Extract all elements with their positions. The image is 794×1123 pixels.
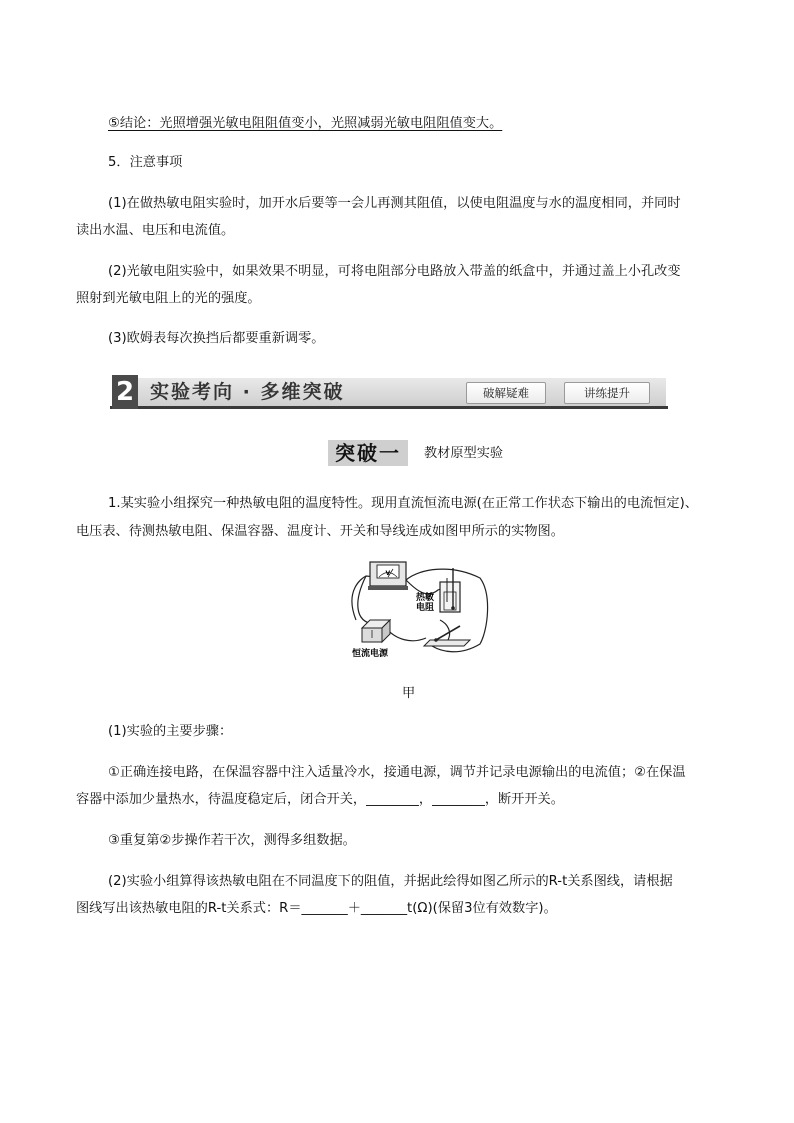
step-1-text-b: ，断开开关。 <box>484 792 564 807</box>
power-source-icon <box>362 620 390 642</box>
question-2-text-b: t(Ω)(保留3位有效数字)。 <box>407 901 557 916</box>
step-1-text-a: 容器中添加少量热水，待温度稳定后，闭合开关， <box>76 792 367 807</box>
power-source-label: 恒流电源 <box>352 649 389 659</box>
banner-title: 实验考向 · 多维突破 <box>150 381 345 403</box>
question-2-text-a: 图线写出该热敏电阻的R-t关系式：R＝ <box>76 901 302 916</box>
note-2-line-2: 照射到光敏电阻上的光的强度。 <box>76 291 261 306</box>
note-3: (3)欧姆表每次换挡后都要重新调零。 <box>108 331 325 346</box>
switch-icon <box>424 626 470 646</box>
circuit-figure <box>340 560 490 660</box>
section-banner <box>110 375 668 409</box>
break-difficulty-button[interactable]: 破解疑难 <box>466 382 546 404</box>
source-wire <box>386 628 426 641</box>
note-1-line-1: (1)在做热敏电阻实验时，加开水后要等一会儿再测其阻值，以使电阻温度与水的温度相同，并同时 <box>108 196 681 211</box>
steps-heading: (1)实验的主要步骤： <box>108 724 233 739</box>
beaker-icon <box>440 568 460 612</box>
notes-heading: 5．注意事项 <box>108 155 183 170</box>
thermistor-label-2: 电阻 <box>416 603 435 613</box>
question-1-line-1: 1.某实验小组探究一种热敏电阻的温度特性。现用直流恒流电源(在正常工作状态下输出的电流恒定)、 <box>108 496 698 511</box>
banner-number: 2 <box>112 375 138 409</box>
note-2-line-1: (2)光敏电阻实验中，如果效果不明显，可将电阻部分电路放入带盖的纸盒中，并通过盖上小孔改变 <box>108 264 681 279</box>
question-2-line-1: (2)实验小组算得该热敏电阻在不同温度下的阻值，并据此绘得如图乙所示的R-t关系图线，请根据 <box>108 874 673 889</box>
note-1-line-2: 读出水温、电压和电流值。 <box>76 223 235 238</box>
practice-improve-button[interactable]: 讲练提升 <box>564 382 650 404</box>
conclusion-text: ⑤结论：光照增强光敏电阻阻值变小，光照减弱光敏电阻阻值变大。 <box>108 116 503 131</box>
thermistor-label-1: 热敏 <box>416 593 435 603</box>
step-1-line-1: ①正确连接电路，在保温容器中注入适量冷水，接通电源，调节并记录电源输出的电流值；②在保温 <box>108 765 686 780</box>
step-1-line-2 <box>76 786 726 814</box>
question-1-line-2: 电压表、待测热敏电阻、保温容器、温度计、开关和导线连成如图甲所示的实物图。 <box>76 524 564 539</box>
question-2-line-2 <box>76 895 726 923</box>
conclusion-line <box>76 110 726 138</box>
answer-blank-3[interactable]: _______ <box>301 901 348 916</box>
step-3: ③重复第②步操作若干次，测得多组数据。 <box>108 833 356 848</box>
answer-blank-2[interactable]: ________ <box>432 792 485 807</box>
figure-caption: 甲 <box>402 686 416 701</box>
banner-base-line <box>110 406 668 409</box>
answer-blank-1[interactable]: ________ <box>366 792 419 807</box>
step-1-separator: ， <box>418 792 433 807</box>
section-subtitle: 教材原型实验 <box>424 446 504 461</box>
section-label: 突破一 <box>328 440 408 466</box>
answer-blank-4[interactable]: _______ <box>360 901 408 916</box>
voltmeter-label: V <box>385 570 391 577</box>
plus-sign: ＋ <box>347 901 361 916</box>
